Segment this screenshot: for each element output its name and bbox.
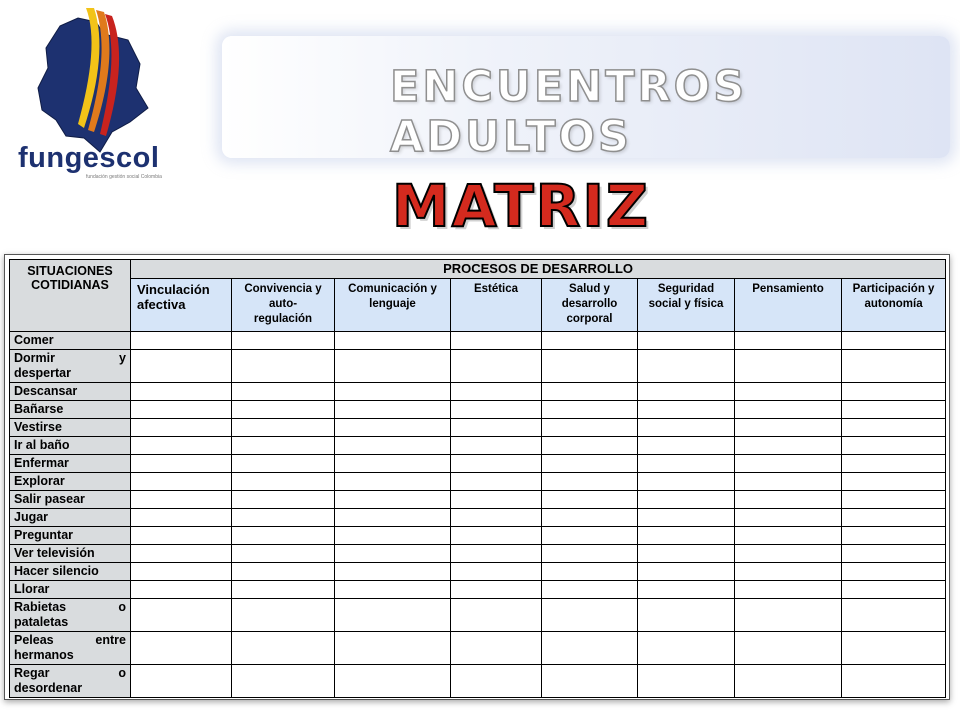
matrix-cell[interactable] (451, 473, 542, 491)
matrix-cell[interactable] (735, 632, 842, 665)
matrix-cell[interactable] (638, 581, 735, 599)
table-row (10, 350, 946, 383)
matrix-cell[interactable] (335, 527, 451, 545)
matrix-cell[interactable] (842, 491, 946, 509)
matrix-cell[interactable] (638, 665, 735, 698)
matrix-cell[interactable] (735, 563, 842, 581)
matrix-cell[interactable] (335, 332, 451, 350)
matrix-cell[interactable] (842, 437, 946, 455)
column-header: Salud y desarrollo corporal (542, 279, 638, 332)
matrix-cell[interactable] (131, 527, 232, 545)
matrix-cell[interactable] (232, 599, 335, 632)
matrix-cell[interactable] (542, 332, 638, 350)
row-label: Ver televisión (10, 545, 131, 563)
table-row (10, 632, 946, 665)
table-row (10, 545, 946, 563)
matrix-cell[interactable] (735, 437, 842, 455)
matrix-cell[interactable] (232, 383, 335, 401)
matrix-cell[interactable] (842, 383, 946, 401)
matrix-cell[interactable] (842, 509, 946, 527)
matrix-cell[interactable] (131, 581, 232, 599)
matrix-cell[interactable] (735, 332, 842, 350)
matrix-cell[interactable] (638, 383, 735, 401)
matrix-cell[interactable] (335, 545, 451, 563)
matrix-cell[interactable] (842, 581, 946, 599)
matrix-cell[interactable] (638, 437, 735, 455)
matrix-cell[interactable] (451, 545, 542, 563)
matrix-cell[interactable] (735, 581, 842, 599)
matrix-cell[interactable] (451, 563, 542, 581)
matrix-cell[interactable] (842, 563, 946, 581)
matrix-cell[interactable] (131, 401, 232, 419)
column-header: Participación y autonomía (842, 279, 946, 332)
row-label: Descansar (10, 383, 131, 401)
procesos-header: PROCESOS DE DESARROLLO (131, 260, 946, 279)
matrix-cell[interactable] (451, 509, 542, 527)
page-subtitle: MATRIZ (392, 172, 650, 240)
column-header: Pensamiento (735, 279, 842, 332)
matrix-cell[interactable] (131, 437, 232, 455)
matrix-cell[interactable] (735, 473, 842, 491)
matrix-cell[interactable] (842, 545, 946, 563)
row-label: Comer (10, 332, 131, 350)
matrix-cell[interactable] (451, 665, 542, 698)
matrix-cell[interactable] (451, 599, 542, 632)
matrix-cell[interactable] (842, 350, 946, 383)
matrix-cell[interactable] (638, 563, 735, 581)
matrix-cell[interactable] (232, 509, 335, 527)
row-label: Preguntar (10, 527, 131, 545)
matrix-cell[interactable] (638, 527, 735, 545)
matrix-cell[interactable] (131, 350, 232, 383)
matrix-cell[interactable] (842, 599, 946, 632)
matrix-cell[interactable] (542, 563, 638, 581)
matrix-cell[interactable] (131, 563, 232, 581)
row-label: Jugar (10, 509, 131, 527)
table-row (10, 383, 946, 401)
matrix-cell[interactable] (542, 527, 638, 545)
matrix-cell[interactable] (335, 473, 451, 491)
matrix-cell[interactable] (735, 350, 842, 383)
matrix-cell[interactable] (131, 665, 232, 698)
matrix-cell[interactable] (451, 383, 542, 401)
matrix-cell[interactable] (232, 665, 335, 698)
matrix-cell[interactable] (638, 419, 735, 437)
matrix-cell[interactable] (542, 437, 638, 455)
matrix-cell[interactable] (842, 632, 946, 665)
matrix-cell[interactable] (232, 491, 335, 509)
table-row (10, 599, 946, 632)
column-header: Comunicación y lenguaje (335, 279, 451, 332)
matrix-cell[interactable] (735, 401, 842, 419)
matrix-cell[interactable] (232, 545, 335, 563)
table-row (10, 491, 946, 509)
column-header: Estética (451, 279, 542, 332)
matrix-cell[interactable] (131, 332, 232, 350)
matrix-cell[interactable] (542, 665, 638, 698)
matrix-cell[interactable] (542, 599, 638, 632)
matrix-cell[interactable] (638, 509, 735, 527)
matrix-cell[interactable] (335, 563, 451, 581)
matrix-cell[interactable] (232, 632, 335, 665)
table-row (10, 332, 946, 350)
matrix-cell[interactable] (542, 383, 638, 401)
matrix-cell[interactable] (232, 473, 335, 491)
table-row (10, 473, 946, 491)
matrix-cell[interactable] (638, 599, 735, 632)
matrix-cell[interactable] (232, 437, 335, 455)
matrix-cell[interactable] (335, 419, 451, 437)
row-label: Llorar (10, 581, 131, 599)
matrix-cell[interactable] (131, 419, 232, 437)
matrix-cell[interactable] (232, 527, 335, 545)
matrix-cell[interactable] (232, 350, 335, 383)
matrix-cell[interactable] (735, 383, 842, 401)
row-label: Dormir y despertar (10, 350, 131, 383)
matrix-cell[interactable] (131, 383, 232, 401)
matrix-cell[interactable] (131, 545, 232, 563)
matrix-cell[interactable] (451, 632, 542, 665)
matrix-cell[interactable] (335, 401, 451, 419)
table-row (10, 527, 946, 545)
matrix-cell[interactable] (542, 401, 638, 419)
matrix-cell[interactable] (638, 455, 735, 473)
table-row (10, 581, 946, 599)
matrix-cell[interactable] (638, 545, 735, 563)
matrix-cell[interactable] (638, 332, 735, 350)
matrix-table-container (4, 254, 950, 700)
row-label: Rabietas o pataletas (10, 599, 131, 632)
matrix-cell[interactable] (232, 419, 335, 437)
row-label: Ir al baño (10, 437, 131, 455)
row-label: Peleas entre hermanos (10, 632, 131, 665)
column-header: Convivencia y auto- regulación (232, 279, 335, 332)
matrix-cell[interactable] (232, 401, 335, 419)
matrix-cell[interactable] (735, 527, 842, 545)
matrix-cell[interactable] (451, 350, 542, 383)
matrix-cell[interactable] (335, 599, 451, 632)
matrix-cell[interactable] (131, 455, 232, 473)
matrix-cell[interactable] (638, 401, 735, 419)
matrix-cell[interactable] (842, 473, 946, 491)
matrix-cell[interactable] (451, 401, 542, 419)
matrix-cell[interactable] (131, 491, 232, 509)
matrix-cell[interactable] (735, 665, 842, 698)
table-row (10, 401, 946, 419)
matrix-cell[interactable] (335, 581, 451, 599)
matrix-cell[interactable] (335, 509, 451, 527)
matrix-cell[interactable] (638, 632, 735, 665)
matrix-cell[interactable] (451, 527, 542, 545)
matrix-cell[interactable] (131, 599, 232, 632)
table-row (10, 665, 946, 698)
matrix-cell[interactable] (335, 665, 451, 698)
logo-tagline: fundación gestión social Colombia (86, 174, 162, 180)
matrix-cell[interactable] (451, 419, 542, 437)
matrix-cell[interactable] (451, 332, 542, 350)
row-label: Hacer silencio (10, 563, 131, 581)
matrix-cell[interactable] (638, 491, 735, 509)
row-label: Regar o desordenar (10, 665, 131, 698)
row-label: Vestirse (10, 419, 131, 437)
matrix-cell[interactable] (842, 455, 946, 473)
matrix-cell[interactable] (232, 563, 335, 581)
matrix-cell[interactable] (131, 473, 232, 491)
matrix-cell[interactable] (451, 491, 542, 509)
matrix-cell[interactable] (232, 332, 335, 350)
row-label: Bañarse (10, 401, 131, 419)
row-label: Enfermar (10, 455, 131, 473)
matrix-cell[interactable] (335, 632, 451, 665)
column-header: Vinculación afectiva (131, 279, 232, 332)
fungescol-logo (8, 4, 178, 180)
matrix-cell[interactable] (638, 350, 735, 383)
matrix-cell[interactable] (335, 350, 451, 383)
matrix-cell[interactable] (542, 419, 638, 437)
matrix-cell[interactable] (335, 491, 451, 509)
matrix-cell[interactable] (842, 401, 946, 419)
matrix-cell[interactable] (451, 581, 542, 599)
matrix-cell[interactable] (842, 332, 946, 350)
matrix-cell[interactable] (542, 581, 638, 599)
matrix-cell[interactable] (542, 545, 638, 563)
matrix-cell[interactable] (542, 632, 638, 665)
matrix-cell[interactable] (735, 509, 842, 527)
situaciones-header: SITUACIONES COTIDIANAS (10, 260, 131, 332)
matrix-cell[interactable] (131, 632, 232, 665)
matrix-cell[interactable] (542, 473, 638, 491)
matrix-cell[interactable] (735, 419, 842, 437)
matrix-cell[interactable] (451, 455, 542, 473)
matrix-cell[interactable] (131, 509, 232, 527)
matrix-cell[interactable] (735, 599, 842, 632)
matrix-cell[interactable] (335, 437, 451, 455)
matrix-cell[interactable] (842, 419, 946, 437)
row-label: Explorar (10, 473, 131, 491)
matrix-cell[interactable] (542, 491, 638, 509)
row-label: Salir pasear (10, 491, 131, 509)
matrix-cell[interactable] (335, 383, 451, 401)
matrix-cell[interactable] (842, 665, 946, 698)
table-row (10, 419, 946, 437)
matrix-cell[interactable] (638, 473, 735, 491)
table-row (10, 437, 946, 455)
table-row (10, 455, 946, 473)
page-title: ENCUENTROS ADULTOS (390, 62, 748, 162)
matrix-cell[interactable] (542, 455, 638, 473)
matrix-cell[interactable] (735, 545, 842, 563)
matrix-cell[interactable] (232, 455, 335, 473)
table-row (10, 563, 946, 581)
matrix-cell[interactable] (735, 455, 842, 473)
colombia-map-icon (8, 4, 178, 154)
column-header: Seguridad social y física (638, 279, 735, 332)
matrix-cell[interactable] (232, 581, 335, 599)
matrix-cell[interactable] (735, 491, 842, 509)
table-row (10, 509, 946, 527)
matrix-cell[interactable] (842, 527, 946, 545)
matrix-cell[interactable] (542, 350, 638, 383)
matrix-cell[interactable] (542, 509, 638, 527)
matrix-table (9, 259, 946, 698)
matrix-cell[interactable] (335, 455, 451, 473)
logo-wordmark: fungescol (18, 142, 160, 174)
matrix-cell[interactable] (451, 437, 542, 455)
